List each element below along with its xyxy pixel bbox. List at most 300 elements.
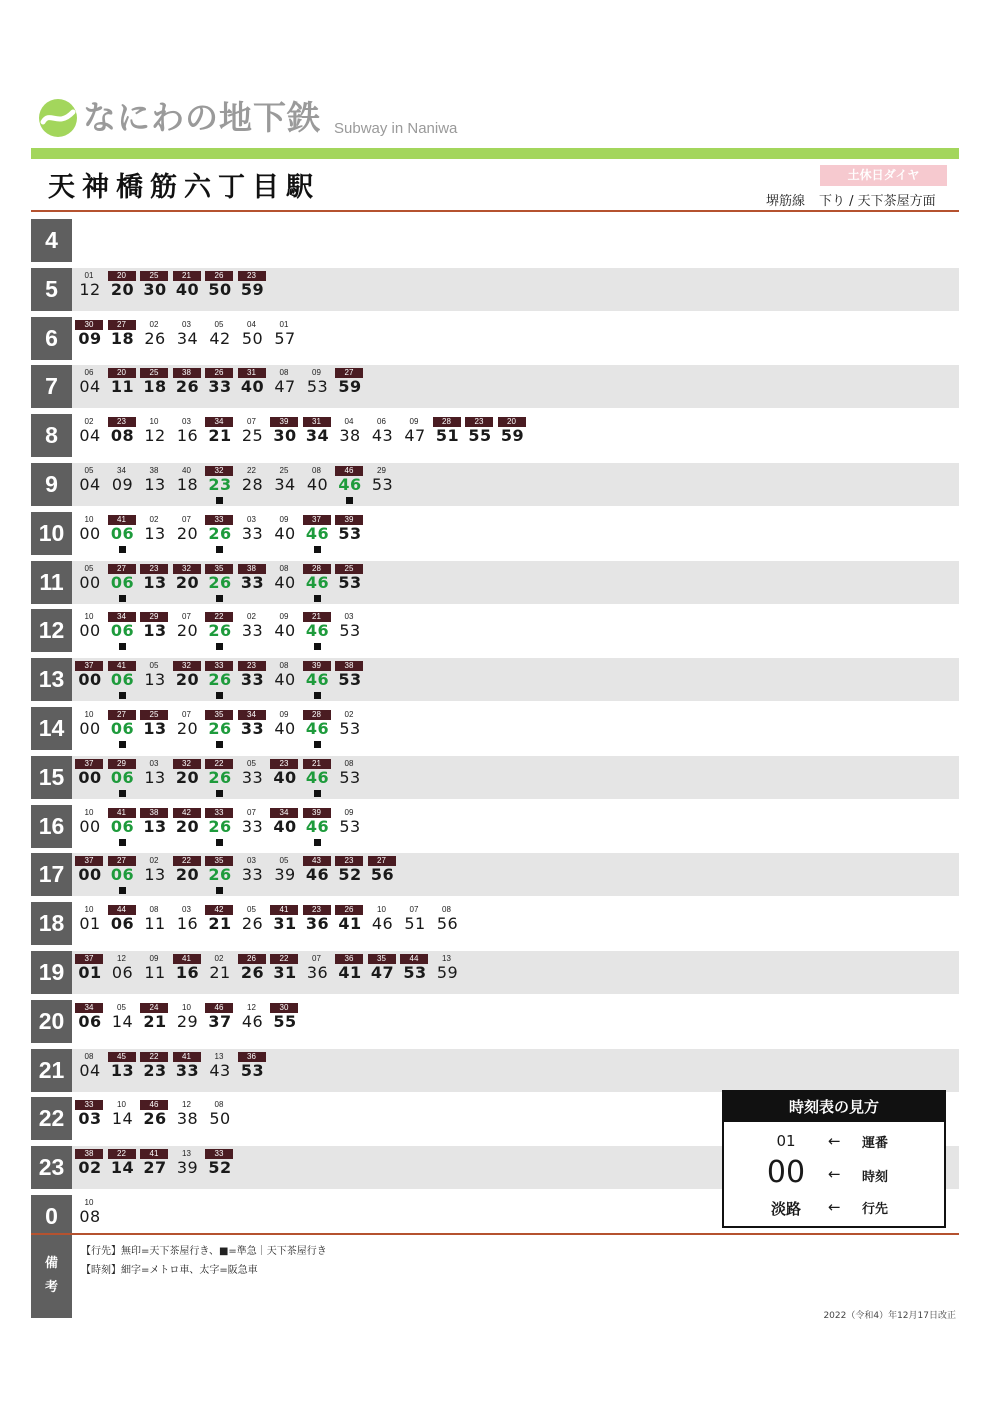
departure-minute: 40 [274, 718, 296, 738]
train-number: 12 [182, 1100, 191, 1110]
train-number: 07 [247, 417, 256, 427]
departure-minute: 26 [208, 865, 232, 885]
departure-minute: 09 [111, 474, 134, 494]
departure-minute: 30 [273, 426, 297, 446]
departure-minute: 46 [305, 523, 330, 543]
timetable-row [31, 560, 959, 609]
train-number: 06 [377, 417, 386, 427]
legend-box [722, 1090, 946, 1228]
departure-minute: 08 [110, 426, 135, 446]
departure-minute: 53 [338, 523, 362, 543]
train-number: 08 [84, 1051, 94, 1061]
train-number: 41 [270, 905, 298, 915]
train-number: 28 [303, 710, 331, 720]
train-number: 10 [84, 709, 94, 719]
train-number: 38 [149, 465, 159, 475]
train-number: 35 [205, 856, 233, 866]
semi-express-marker-icon [216, 741, 223, 748]
train-number: 22 [205, 759, 233, 769]
departure-minute: 33 [241, 865, 264, 885]
train-number: 34 [108, 612, 136, 622]
departure-minute: 50 [241, 328, 264, 348]
train-number: 13 [182, 1149, 191, 1159]
departure-minute: 04 [79, 377, 101, 397]
train-number: 03 [182, 319, 191, 329]
departure-minute: 16 [176, 914, 199, 934]
departure-minute: 11 [110, 377, 135, 397]
departure-minute: 56 [370, 865, 395, 885]
train-number: 41 [173, 1052, 201, 1062]
departure-minute: 46 [305, 767, 330, 787]
hour-label: 8 [31, 414, 72, 457]
train-number: 09 [279, 709, 289, 719]
train-number: 31 [303, 417, 331, 427]
semi-express-marker-icon [314, 790, 321, 797]
train-number: 33 [205, 808, 233, 818]
train-number: 34 [238, 710, 266, 720]
legend-title: 時刻表の見方 [724, 1092, 944, 1122]
train-number: 23 [335, 856, 363, 866]
departure-minute: 59 [338, 377, 362, 397]
train-number: 36 [335, 954, 363, 964]
train-number: 20 [498, 417, 526, 427]
train-number: 07 [247, 807, 256, 817]
departure-minute: 06 [110, 523, 135, 543]
train-number: 27 [108, 564, 136, 574]
hour-label: 19 [31, 951, 72, 994]
train-number: 05 [247, 905, 256, 915]
departure-minute: 46 [305, 572, 330, 592]
train-number: 33 [205, 1149, 233, 1159]
semi-express-marker-icon [216, 546, 223, 553]
timetable-row [31, 755, 959, 804]
departure-minute: 11 [144, 914, 166, 934]
train-number: 04 [247, 319, 256, 329]
timetable-row [31, 608, 959, 657]
train-number: 26 [238, 954, 266, 964]
train-number: 38 [140, 808, 168, 818]
departure-minute: 38 [176, 1109, 199, 1129]
train-number: 29 [108, 759, 136, 769]
departure-minute: 16 [175, 962, 200, 982]
departure-minute: 33 [208, 377, 232, 397]
train-number: 46 [335, 466, 363, 476]
train-number: 32 [205, 466, 233, 476]
semi-express-marker-icon [119, 643, 126, 650]
semi-express-marker-icon [346, 497, 353, 504]
train-number: 20 [108, 368, 136, 378]
departure-minute: 26 [241, 914, 264, 934]
semi-express-marker-icon [216, 692, 223, 699]
train-number: 26 [205, 271, 233, 281]
departure-minute: 23 [143, 1060, 167, 1080]
departure-minute: 33 [241, 816, 264, 836]
departure-minute: 40 [273, 816, 297, 836]
semi-express-marker-icon [119, 692, 126, 699]
train-number: 07 [409, 905, 419, 915]
train-number: 21 [173, 271, 201, 281]
departure-minute: 33 [240, 670, 265, 690]
departure-minute: 29 [176, 1011, 199, 1031]
train-number: 41 [173, 954, 201, 964]
line-name: 堺筋線 [766, 194, 806, 209]
departure-minute: 00 [79, 523, 101, 543]
semi-express-marker-icon [314, 741, 321, 748]
semi-express-marker-icon [119, 839, 126, 846]
departure-minute: 00 [78, 670, 102, 690]
timetable-row [31, 364, 959, 413]
departure-minute: 59 [436, 962, 459, 982]
train-number: 37 [75, 661, 103, 671]
departure-minute: 46 [305, 670, 330, 690]
departure-minute: 53 [339, 621, 361, 641]
train-number: 23 [465, 417, 493, 427]
departure-minute: 21 [208, 914, 232, 934]
departure-minute: 21 [143, 1011, 167, 1031]
departure-minute: 40 [274, 572, 296, 592]
departure-minute: 11 [144, 962, 166, 982]
train-number: 03 [182, 417, 191, 427]
departure-minute: 21 [209, 962, 231, 982]
train-number: 25 [279, 465, 289, 475]
legend-row-destination [724, 1198, 944, 1228]
departure-minute: 06 [110, 572, 135, 592]
train-number: 23 [238, 271, 266, 281]
hour-label: 10 [31, 512, 72, 555]
timetable-row [31, 950, 959, 999]
departure-minute: 20 [175, 865, 200, 885]
train-number: 22 [205, 612, 233, 622]
departure-minute: 40 [274, 523, 296, 543]
legend-sample-train-number: 01 [776, 1132, 796, 1150]
hour-label: 9 [31, 463, 72, 506]
departure-minute: 59 [500, 426, 525, 446]
train-number: 25 [335, 564, 363, 574]
departure-minute: 26 [208, 572, 232, 592]
train-number: 37 [75, 954, 103, 964]
train-number: 08 [442, 905, 451, 915]
departure-minute: 34 [274, 474, 296, 494]
station-name: 天神橋筋六丁目駅 [48, 172, 320, 203]
hour-label: 15 [31, 756, 72, 799]
train-number: 39 [303, 661, 331, 671]
departure-minute: 55 [468, 426, 492, 446]
train-number: 02 [247, 612, 256, 622]
semi-express-marker-icon [314, 839, 321, 846]
train-number: 37 [75, 856, 103, 866]
departure-minute: 53 [240, 1060, 265, 1080]
train-number: 13 [442, 953, 451, 963]
semi-express-marker-icon [216, 839, 223, 846]
train-number: 13 [214, 1051, 224, 1061]
train-number: 40 [182, 465, 191, 475]
departure-minute: 14 [111, 1011, 134, 1031]
train-number: 37 [75, 759, 103, 769]
departure-minute: 25 [241, 426, 264, 446]
train-number: 09 [279, 514, 289, 524]
train-number: 03 [247, 856, 256, 866]
departure-minute: 06 [110, 767, 135, 787]
departure-minute: 13 [144, 865, 166, 885]
departure-minute: 26 [208, 816, 232, 836]
train-number: 27 [108, 856, 136, 866]
departure-minute: 39 [176, 1158, 199, 1178]
train-number: 02 [214, 953, 224, 963]
hour-label: 22 [31, 1097, 72, 1140]
departure-minute: 26 [240, 962, 265, 982]
departure-minute: 51 [435, 426, 460, 446]
semi-express-marker-icon [314, 546, 321, 553]
train-number: 23 [238, 661, 266, 671]
timetable-row [31, 706, 959, 755]
departure-minute: 42 [209, 328, 231, 348]
train-number: 23 [303, 905, 331, 915]
departure-minute: 46 [338, 474, 362, 494]
timetable-row [31, 462, 959, 511]
departure-minute: 30 [143, 279, 167, 299]
departure-minute: 06 [110, 816, 135, 836]
train-number: 02 [149, 856, 159, 866]
departure-minute: 26 [208, 523, 232, 543]
departure-minute: 20 [110, 279, 135, 299]
train-number: 05 [279, 856, 289, 866]
departure-minute: 20 [175, 572, 200, 592]
notes-label-text: 備考 [44, 1256, 58, 1295]
departure-minute: 41 [338, 914, 362, 934]
departure-minute: 13 [144, 767, 166, 787]
departure-minute: 04 [79, 474, 101, 494]
departure-minute: 06 [78, 1011, 102, 1031]
train-number: 23 [270, 759, 298, 769]
departure-minute: 04 [79, 426, 101, 446]
departure-minute: 23 [208, 474, 232, 494]
departure-minute: 13 [143, 572, 167, 592]
departure-minute: 04 [79, 1060, 101, 1080]
train-number: 10 [182, 1002, 191, 1012]
semi-express-marker-icon [119, 790, 126, 797]
departure-minute: 18 [110, 328, 135, 348]
train-number: 38 [335, 661, 363, 671]
row-band [72, 219, 959, 262]
train-number: 27 [108, 710, 136, 720]
note-time-style: 【時刻】細字=メトロ車、太字=阪急車 [81, 1265, 258, 1276]
legend-arrow-icon: ← [828, 1165, 841, 1183]
semi-express-marker-icon [119, 546, 126, 553]
train-number: 34 [75, 1003, 103, 1013]
departure-minute: 53 [371, 474, 394, 494]
train-number: 10 [84, 612, 94, 622]
departure-minute: 46 [305, 718, 330, 738]
train-number: 33 [205, 661, 233, 671]
legend-label-time: 時刻 [862, 1170, 889, 1185]
departure-minute: 20 [176, 523, 199, 543]
train-number: 12 [247, 1002, 256, 1012]
train-number: 12 [117, 953, 126, 963]
departure-minute: 18 [176, 474, 199, 494]
departure-minute: 00 [78, 767, 102, 787]
hour-label: 20 [31, 1000, 72, 1043]
train-number: 22 [270, 954, 298, 964]
departure-minute: 47 [274, 377, 296, 397]
train-number: 34 [205, 417, 233, 427]
semi-express-marker-icon [216, 887, 223, 894]
semi-express-marker-icon [119, 887, 126, 894]
departure-minute: 40 [240, 377, 265, 397]
legend-row-time [724, 1155, 944, 1190]
train-number: 23 [140, 564, 168, 574]
note-destination: 【行先】無印=天下茶屋行き、■=準急｜天下茶屋行き [81, 1246, 327, 1257]
semi-express-marker-icon [216, 497, 223, 504]
train-number: 44 [400, 954, 428, 964]
train-number: 07 [182, 514, 191, 524]
brand-name-en: Subway in Naniwa [334, 120, 458, 137]
departure-minute: 53 [338, 572, 362, 592]
departure-minute: 37 [208, 1011, 232, 1031]
train-number: 34 [117, 465, 126, 475]
departure-minute: 06 [110, 718, 135, 738]
departure-minute: 16 [176, 426, 199, 446]
departure-minute: 36 [305, 914, 330, 934]
hour-label: 21 [31, 1049, 72, 1092]
departure-minute: 56 [436, 914, 459, 934]
hour-label: 12 [31, 609, 72, 652]
timetable-row [31, 999, 959, 1048]
train-number: 30 [270, 1003, 298, 1013]
timetable-row [31, 511, 959, 560]
hour-label: 5 [31, 268, 72, 311]
departure-minute: 53 [339, 767, 361, 787]
departure-minute: 51 [404, 914, 426, 934]
departure-minute: 43 [371, 426, 394, 446]
train-number: 04 [344, 417, 354, 427]
train-number: 23 [108, 417, 136, 427]
departure-minute: 40 [274, 670, 296, 690]
train-number: 39 [303, 808, 331, 818]
departure-minute: 12 [144, 426, 166, 446]
departure-minute: 55 [273, 1011, 297, 1031]
departure-minute: 08 [79, 1206, 101, 1226]
train-number: 30 [75, 320, 103, 330]
train-number: 41 [108, 515, 136, 525]
train-number: 02 [84, 417, 94, 427]
train-number: 01 [279, 319, 289, 329]
departure-minute: 13 [144, 670, 166, 690]
train-number: 05 [117, 1002, 126, 1012]
departure-minute: 20 [176, 621, 199, 641]
legend-arrow-icon: ← [828, 1132, 841, 1150]
departure-minute: 53 [339, 816, 361, 836]
departure-minute: 41 [338, 962, 362, 982]
train-number: 09 [149, 953, 159, 963]
footer-divider [31, 1233, 959, 1235]
timetable-row [31, 218, 959, 267]
departure-minute: 06 [110, 621, 135, 641]
departure-minute: 53 [339, 718, 361, 738]
semi-express-marker-icon [314, 595, 321, 602]
train-number: 21 [303, 612, 331, 622]
train-number: 05 [247, 758, 256, 768]
departure-minute: 28 [241, 474, 264, 494]
train-number: 33 [75, 1100, 103, 1110]
train-number: 03 [344, 612, 354, 622]
hour-label: 6 [31, 317, 72, 360]
train-number: 33 [205, 515, 233, 525]
legend-label-train-number: 運番 [862, 1136, 889, 1151]
departure-minute: 03 [78, 1109, 102, 1129]
departure-minute: 46 [305, 865, 330, 885]
train-number: 22 [140, 1052, 168, 1062]
departure-minute: 33 [240, 718, 265, 738]
train-number: 10 [84, 1197, 94, 1207]
departure-minute: 31 [273, 962, 297, 982]
diagram-type-badge: 土休日ダイヤ [820, 165, 947, 186]
train-number: 24 [140, 1003, 168, 1013]
departure-minute: 26 [175, 377, 200, 397]
train-number: 28 [303, 564, 331, 574]
train-number: 39 [335, 515, 363, 525]
departure-minute: 14 [111, 1109, 134, 1129]
train-number: 42 [173, 808, 201, 818]
departure-minute: 00 [79, 816, 101, 836]
departure-minute: 02 [78, 1158, 102, 1178]
departure-minute: 31 [273, 914, 297, 934]
semi-express-marker-icon [314, 643, 321, 650]
semi-express-marker-icon [216, 595, 223, 602]
train-number: 10 [84, 905, 94, 915]
train-number: 44 [108, 905, 136, 915]
train-number: 41 [108, 661, 136, 671]
train-number: 39 [270, 417, 298, 427]
departure-minute: 18 [143, 377, 167, 397]
departure-minute: 40 [274, 621, 296, 641]
departure-minute: 00 [78, 865, 102, 885]
train-number: 32 [173, 759, 201, 769]
departure-minute: 00 [79, 621, 101, 641]
departure-minute: 53 [306, 377, 329, 397]
departure-minute: 13 [143, 816, 167, 836]
timetable-row [31, 316, 959, 365]
departure-minute: 53 [338, 670, 362, 690]
departure-minute: 40 [273, 767, 297, 787]
hour-label: 13 [31, 658, 72, 701]
timetable-row [31, 657, 959, 706]
train-number: 08 [214, 1100, 224, 1110]
train-number: 22 [247, 465, 256, 475]
departure-minute: 12 [79, 279, 101, 299]
departure-minute: 50 [209, 1109, 231, 1129]
train-number: 08 [312, 465, 321, 475]
train-number: 08 [279, 563, 289, 573]
train-number: 37 [303, 515, 331, 525]
departure-minute: 06 [110, 914, 135, 934]
departure-minute: 09 [78, 328, 102, 348]
train-number: 08 [344, 758, 354, 768]
train-number: 08 [279, 368, 289, 378]
hour-label: 7 [31, 365, 72, 408]
train-number: 38 [238, 564, 266, 574]
line-direction-info [766, 190, 950, 209]
notes-label [31, 1238, 72, 1318]
semi-express-marker-icon [119, 741, 126, 748]
departure-minute: 01 [78, 962, 102, 982]
hour-label: 23 [31, 1146, 72, 1189]
timetable-row [31, 852, 959, 901]
train-number: 08 [149, 905, 159, 915]
hour-label: 18 [31, 902, 72, 945]
departure-minute: 46 [305, 816, 330, 836]
header-divider [31, 210, 959, 212]
train-number: 09 [312, 368, 321, 378]
